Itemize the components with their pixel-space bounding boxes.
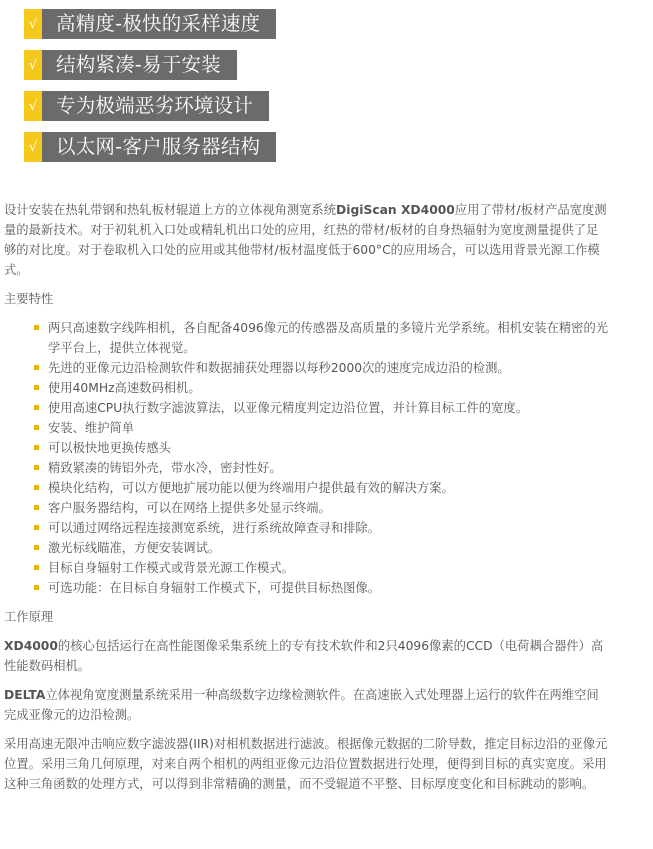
list-item [34,478,609,498]
list-item [34,438,609,458]
principle-paragraph [4,685,609,725]
list-item [34,378,609,398]
intro-paragraph [4,200,609,280]
features-list [34,318,609,598]
bullet-icon [34,585,39,590]
list-item [34,318,609,358]
product-description [4,200,609,803]
banner-label: 结构紧凑-易于安装 [42,50,237,80]
bullet-icon [34,385,39,390]
intro-post: 应用了带材/板材产品宽度测量的最新技术。对于初轧机入口处或精轧机出口处的应用，红热的带材/板材的自身热辐射为宽度测量提供了足够的对比度。对于卷取机入口处的应用或其他带材/板材温度低于600°C的应用场合，可以选用背景光源工作模式。 [4,203,607,277]
feature-text: 目标自身辐射工作模式或背景光源工作模式。 [48,561,294,575]
bullet-icon [34,505,39,510]
principle-text: 的核心包括运行在高性能图像采集系统上的专有技术软件和2只4096像素的CCD（电荷耦合器件）高性能数码相机。 [4,639,604,673]
list-item [34,558,609,578]
check-icon: √ [24,91,42,121]
bullet-icon [34,545,39,550]
principle-text: 立体视角宽度测量系统采用一种高级数字边缘检测软件。在高速嵌入式处理器上运行的软件在两维空间完成亚像元的边沿检测。 [4,688,599,722]
feature-text: 激光标线瞄准，方便安装调试。 [48,541,221,555]
banner-label: 高精度-极快的采样速度 [42,9,276,39]
feature-text: 可以通过网络远程连接测宽系统，进行系统故障查寻和排除。 [48,521,381,535]
list-item [34,458,609,478]
product-model: XD4000 [4,639,58,653]
feature-banners [24,9,276,173]
features-heading: 主要特性 [4,292,54,306]
bullet-icon [34,525,39,530]
bullet-icon [34,465,39,470]
principle-paragraph: 采用高速无限冲击响应数字滤波器(IIR)对相机数据进行滤波。根据像元数据的二阶导数，推定目标边沿的亚像元位置。采用三角几何原理，对来自两个相机的两组亚像元边沿位置数据进行处理，便得到目标的真实宽度。采用这种三角函数的处理方式，可以得到非常精确的测量，而不受辊道不平整、目标厚度变化和目标跳动的影响。 [4,737,608,791]
list-item [34,578,609,598]
feature-banner [24,9,276,39]
feature-text: 可以极快地更换传感头 [48,441,171,455]
list-item [34,418,609,438]
feature-text: 客户服务器结构，可以在网络上提供多处显示终端。 [48,501,331,515]
feature-text: 精致紧凑的铸铝外壳，带水冷，密封性好。 [48,461,282,475]
bullet-icon [34,365,39,370]
bullet-icon [34,445,39,450]
bullet-icon [34,325,39,330]
principle-heading: 工作原理 [4,610,54,624]
brand-name: DELTA [4,688,46,702]
bullet-icon [34,425,39,430]
list-item [34,398,609,418]
feature-text: 模块化结构，可以方便地扩展功能以便为终端用户提供最有效的解决方案。 [48,481,454,495]
intro-pre: 设计安装在热轧带钢和热轧板材辊道上方的立体视角测宽系统 [4,203,337,217]
product-name: DigiScan XD4000 [336,203,455,217]
list-item [34,358,609,378]
bullet-icon [34,405,39,410]
feature-text: 可选功能：在目标自身辐射工作模式下，可提供目标热图像。 [48,581,381,595]
bullet-icon [34,565,39,570]
check-icon: √ [24,132,42,162]
feature-banner [24,91,276,121]
feature-text: 安装、维护简单 [48,421,135,435]
feature-banner [24,132,276,162]
principle-paragraph [4,636,609,676]
list-item [34,498,609,518]
check-icon: √ [24,9,42,39]
feature-text: 先进的亚像元边沿检测软件和数据捕获处理器以每秒2000次的速度完成边沿的检测。 [48,361,510,375]
banner-label: 以太网-客户服务器结构 [42,132,276,162]
feature-text: 使用40MHz高速数码相机。 [48,381,201,395]
feature-banner [24,50,276,80]
list-item [34,538,609,558]
check-icon: √ [24,50,42,80]
list-item [34,518,609,538]
feature-text: 两只高速数字线阵相机，各自配备4096像元的传感器及高质量的多镜片光学系统。相机安装在精密的光学平台上，提供立体视觉。 [48,321,609,355]
bullet-icon [34,485,39,490]
banner-label: 专为极端恶劣环境设计 [42,91,269,121]
feature-text: 使用高速CPU执行数字滤波算法，以亚像元精度判定边沿位置，并计算目标工件的宽度。 [48,401,528,415]
